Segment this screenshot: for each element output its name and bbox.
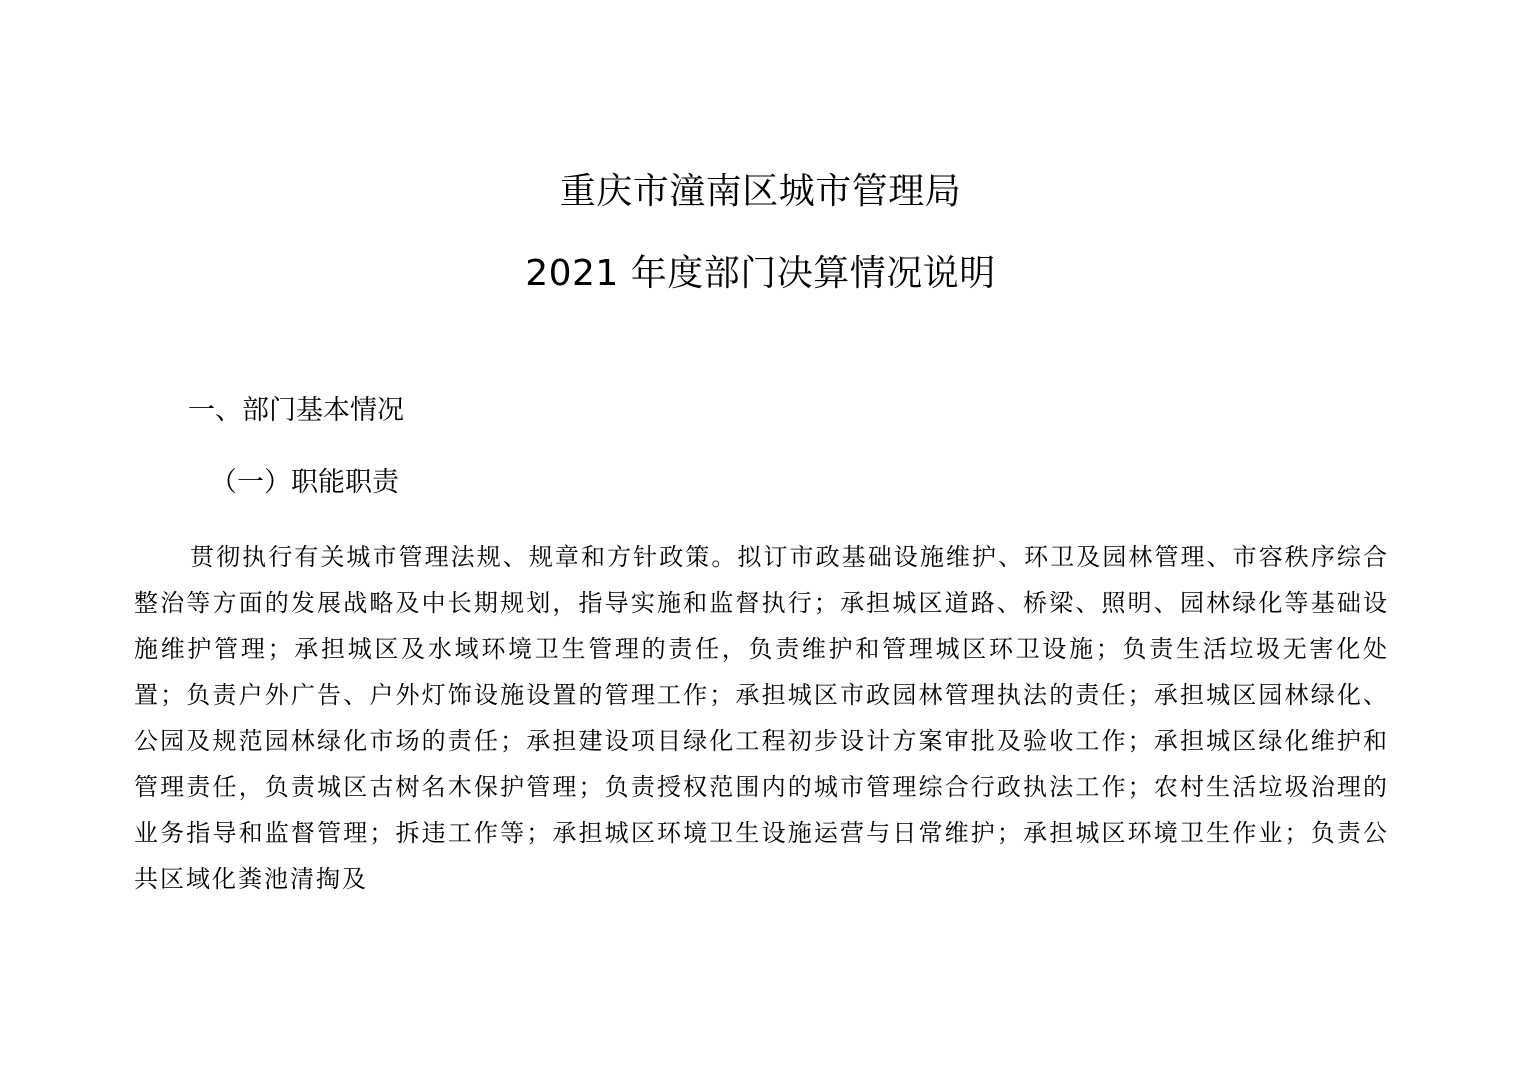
document-title-line-1: 重庆市潼南区城市管理局 <box>559 171 962 212</box>
subsection-heading: （一）职能职责 <box>210 467 399 498</box>
body-paragraph: 贯彻执行有关城市管理法规、规章和方针政策。拟订市政基础设施维护、环卫及园林管理、市容秩序综合整治等方面的发展战略及中长期规划，指导实施和监督执行；承担城区道路、桥梁、照明、园林绿化等基础设施维护管理；承担城区及水域环境卫生管理的责任，负责维护和管理城区环卫设施；负责生活垃圾无害化处置；负责户外广告、户外灯饰设施设置的管理工作；承担城区市政园林管理执法的责任；承担城区园林绿化、公园及规范园林绿化市场的责任；承担建设项目绿化工程初步设计方案审批及验收工作；承担城区绿化维护和管理责任，负责城区古树名木保护管理；负责授权范围内的城市管理综合行政执法工作；农村生活垃圾治理的业务指导和监督管理；拆违工作等；承担城区环境卫生设施运营与日常维护；承担城区环境卫生作业；负责公共区域化粪池清掏及 <box>134 543 1389 893</box>
document-title-line-2: 2021 年度部门决算情况说明 <box>525 253 996 294</box>
section-heading: 一、部门基本情况 <box>188 395 404 426</box>
